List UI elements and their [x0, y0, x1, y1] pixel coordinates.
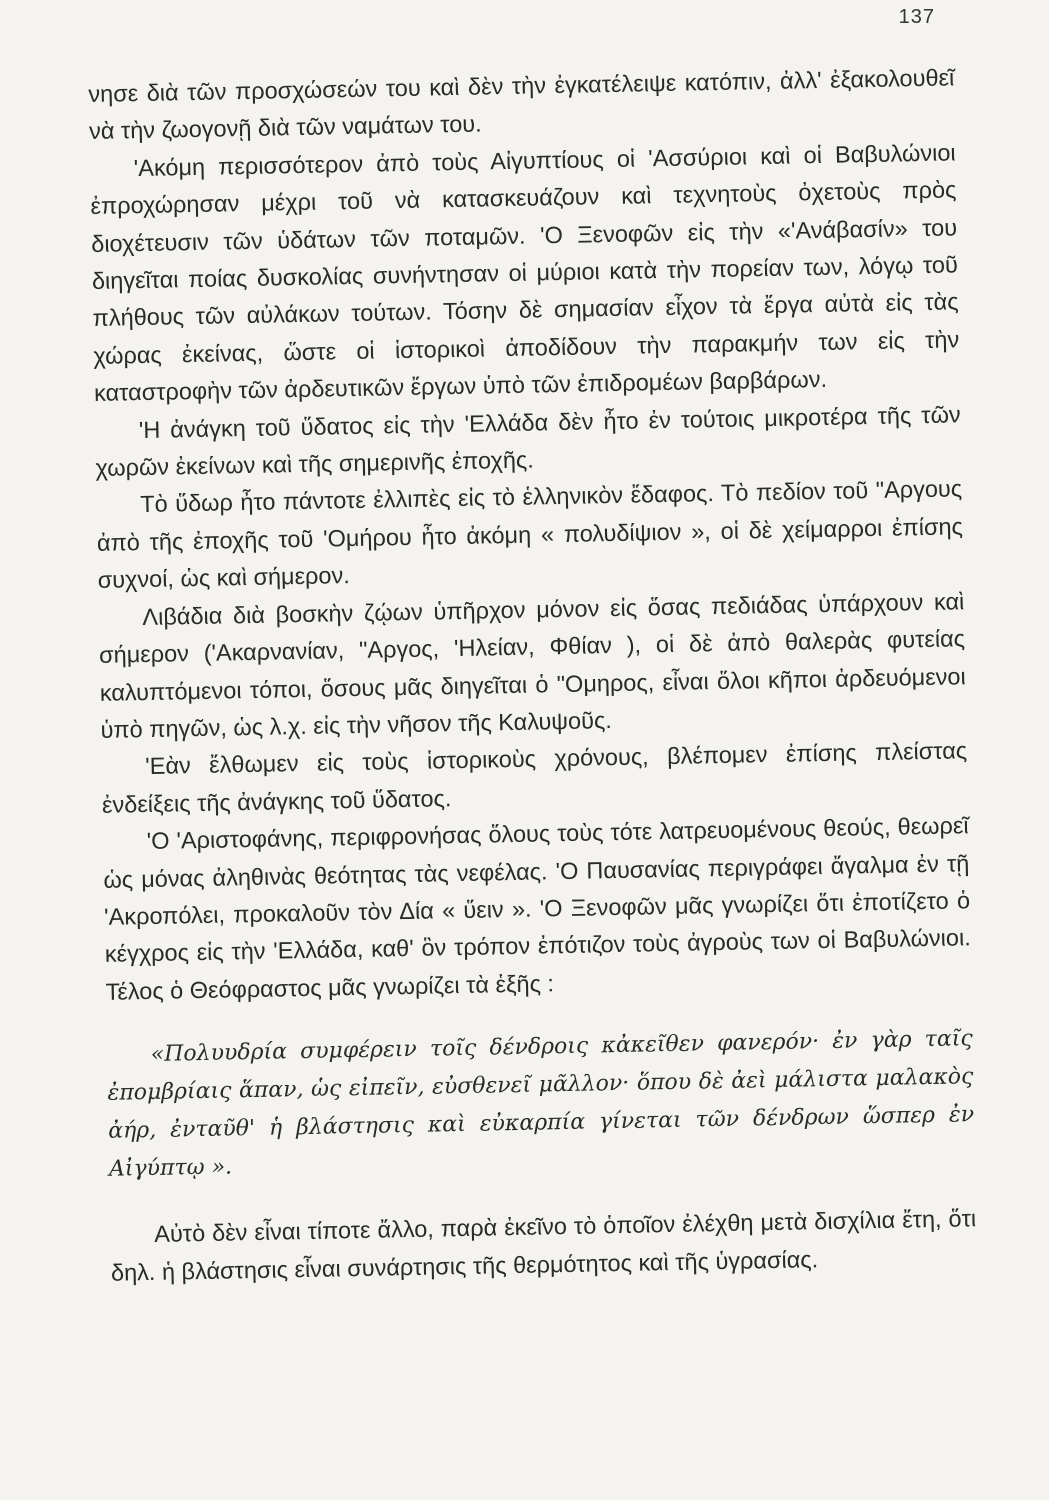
paragraph-argos: Τὸ ὕδωρ ἦτο πάντοτε ἐλλιπὲς εἰς τὸ ἑλληνικὸν ἔδαφος. Τὸ πεδίον τοῦ "Αργους ἀπὸ τῆς ἐποχῆς τοῦ 'Ομήρου ἦτο ἀκόμη « πολυδίψιον », οἱ δὲ χείμαρροι ἐπίσης συχνοί, ὡς καὶ σήμερον. — [96, 475, 964, 594]
paragraph-aristophanes: 'Ο 'Αριστοφάνης, περιφρονήσας ὅλους τοὺς τότε λατρευομένους θεούς, θεωρεῖ ὡς μόνας ἀληθινὰς θεότητας τὰς νεφέλας. 'Ο Παυσανίας περιγράφει ἄγαλμα ἐν τῇ 'Ακροπόλει, προκαλοῦν τὸν Δία « ὕειν ». 'Ο Ξενοφῶν μᾶς γνωρίζει ὅτι ἐποτίζετο ὁ κέγχρος εἰς τὴν 'Ελλάδα, καθ' ὃν τρόπον ἐπότιζον τοὺς ἀγροὺς των οἱ Βαβυλώνιοι. Τέλος ὁ Θεόφραστος μᾶς γνωρίζει τὰ ἑξῆς : — [103, 812, 971, 1005]
paragraph-meadows: Λιβάδια διὰ βοσκὴν ζῴων ὑπῆρχον μόνον εἰς ὅσας πεδιάδας ὑπάρχουν καὶ σήμερον ('Ακαρνανίαν, "Αργος, 'Ηλείαν, Φθίαν ), οἱ δὲ ἀπὸ θαλερὰς φυτείας καλυπτόμενοι τόποι, ὅσους μᾶς διηγεῖται ὁ "Ομηρος, εἶναι ὅλοι κῆποι ἀρδευόμενοι ὑπὸ πηγῶν, ὡς λ.χ. εἰς τὴν νῆσον τῆς Καλυψοῦς. — [98, 587, 966, 743]
paragraph-assyrians: 'Ακόμη περισσότερον ἀπὸ τοὺς Αἰγυπτίους οἱ 'Ασσύριοι καὶ οἱ Βαβυλώνιοι ἐπροχώρησαν μέχρι τοῦ νὰ κατασκευάζουν καὶ τεχνητοὺς ὀχετοὺς πρὸς διοχέτευσιν τῶν ὑδάτων τῶν ποταμῶν. 'Ο Ξενοφῶν εἰς τὴν «'Ανάβασίν» του διηγεῖται ποίας δυσκολίας συνήντησαν οἱ μύριοι κατὰ τὴν πορείαν των, λόγῳ τοῦ πλήθους τῶν αὐλάκων τούτων. Τόσην δὲ σημασίαν εἶχον τὰ ἔργα αὐτὰ εἰς τὰς χώρας ἐκείνας, ὥστε οἱ ἱστορικοὶ ἀποδίδουν τὴν παρακμήν των εἰς τὴν καταστροφὴν τῶν ἀρδευτικῶν ἔργων ὑπὸ τῶν ἐπιδρομέων βαρβάρων. — [90, 139, 960, 407]
page-number: 137 — [898, 6, 935, 28]
theophrastus-quote: «Πολυυδρία συμφέρειν τοῖς δένδροις κἀκεῖθεν φανερόν· ἐν γὰρ ταῖς ἐπομβρίαις ἅπαν, ὡς εἰπεῖν, εὐσθενεῖ μᾶλλον· ὅπου δὲ ἀεὶ μάλιστα μαλακὸς ἀήρ, ἐνταῦθ' ἡ βλάστησις καὶ εὐκαρπία γίνεται τῶν δένδρων ὥσπερ ἐν Αἰγύπτῳ ». — [107, 1026, 975, 1182]
paragraph-closing: Αὐτὸ δὲν εἶναι τίποτε ἄλλο, παρὰ ἐκεῖνο τὸ ὁποῖον ἐλέχθη μετὰ δισχίλια ἔτη, ὅτι δηλ. ἡ βλάστησις εἶναι συνάρτησις τῆς θερμότητος καὶ τῆς ὑγρασίας. — [110, 1205, 977, 1286]
body-text — [88, 59, 977, 1291]
paragraph-greece-need: 'Η ἀνάγκη τοῦ ὕδατος εἰς τὴν 'Ελλάδα δὲν ἦτο ἐν τούτοις μικροτέρα τῆς τῶν χωρῶν ἐκείνων καὶ τῆς σημερινῆς ἐποχῆς. — [95, 400, 961, 481]
paragraph-historical: 'Εὰν ἔλθωμεν εἰς τοὺς ἱστορικοὺς χρόνους, βλέπομεν ἐπίσης πλείστας ἐνδείξεις τῆς ἀνάγκης τοῦ ὕδατος. — [101, 737, 968, 818]
paragraph-continuation: νησε διὰ τῶν προσχώσεών του καὶ δὲν τὴν ἐγκατέλειψε κατόπιν, ἀλλ' ἐξακολουθεῖ νὰ τὴν ζωογονῇ διὰ τῶν ναμάτων του. — [88, 64, 955, 145]
